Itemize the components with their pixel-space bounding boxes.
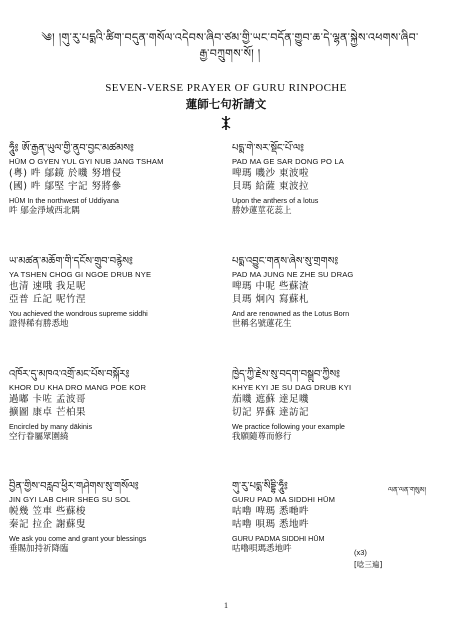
verse-cantonese: 啤瑪 嘰沙 東波啦 (232, 168, 310, 179)
verse-chinese-translation: 咕嚕唄瑪悉地吽 (232, 544, 292, 554)
verse-tibetan: ཧཱུྃ༔ ཨོ་རྒྱན་ཡུལ་གྱི་ནུབ་བྱང་མཚམས༔ (9, 143, 134, 154)
verse-mandarin: 咕嚕 唄瑪 悉地吽 (232, 519, 310, 530)
verse-mandarin: 擴圖 康卓 芒柏果 (9, 407, 87, 418)
verse-english: Upon the anthers of a lotus (232, 196, 319, 205)
verse-mandarin: 貝瑪 炯內 寫蘇札 (232, 294, 310, 305)
page-number: 1 (224, 601, 228, 610)
verse-english: We ask you come and grant your blessings (9, 534, 147, 543)
verse-6 (232, 367, 432, 443)
verse-cantonese: 啤瑪 中呢 些蘇渣 (232, 281, 310, 292)
verse-3 (9, 254, 209, 330)
verse-cantonese: 帨幾 笠車 些蘇梭 (9, 506, 87, 517)
vajra-divider-icon (219, 115, 233, 131)
verse-mandarin: 亞普 丘記 呢竹涅 (9, 294, 87, 305)
verse-mandarin: (國) 吽 鄔堅 宇記 努將參 (9, 181, 122, 192)
verse-english: HŪM In the northwest of Uddiyana (9, 196, 119, 205)
verse-cantonese: 咕嚕 啤瑪 悉哋吽 (232, 506, 310, 517)
verse-phonetic: JIN GYI LAB CHIR SHEG SU SOL (9, 495, 131, 504)
verse-chinese-translation: 我願隨尊而修行 (232, 432, 292, 442)
verse-chinese-translation: 世稱名號蓮花生 (232, 319, 292, 329)
tibetan-title: ༄། །གུ་རུ་པདྨའི་ཚིག་བདུན་གསོལ་འདེབས་ཞིབ་ཙམ་གྱི་ཡང་བདོན་གྱུབ་ཆ་དེ་ལྷན་སྐྱེས་འཕགས་ཞིབ་རྒྱ་བཀྲུགས་སོ། ། (41, 31, 419, 60)
verse-cantonese: 也清 速哦 我足呢 (9, 281, 87, 292)
verse-tibetan: ཡ་མཚན་མཆོག་གི་དངོས་གྲུབ་བརྙེས༔ (9, 256, 133, 267)
verse-tibetan: ཁྱེད་ཀྱི་རྗེས་སུ་བདག་བསྒྲུབ་ཀྱིས༔ (232, 369, 340, 380)
verse-phonetic: KHYE KYI JE SU DAG DRUB KYI (232, 383, 352, 392)
verse-english: We practice following your example (232, 422, 345, 431)
repeat-note-english: (x3) (354, 548, 367, 557)
verse-phonetic: HŪM O GYEN YUL GYI NUB JANG TSHAM (9, 157, 164, 166)
verse-tibetan: བྱིན་གྱིས་བརླབ་ཕྱིར་གཤེགས་སུ་གསོལ༔ (9, 481, 139, 492)
verse-mandarin: 切記 界蘇 達訪記 (232, 407, 310, 418)
verse-tibetan: འཁོར་དུ་མཁའ་འགྲོ་མང་པོས་བསྐོར༔ (9, 369, 130, 380)
verse-tibetan: གུ་རུ་པདྨ་སིདྡྷི་ཧཱུྃ༔ (232, 481, 288, 492)
verse-chinese-translation: 吽 鄔金淨域西北隅 (9, 206, 80, 216)
verse-tibetan: པདྨ་གེ་སར་སྡོང་པོ་ལ༔ (232, 143, 304, 154)
english-title: SEVEN-VERSE PRAYER OF GURU RINPOCHE (105, 82, 347, 94)
verse-4 (232, 254, 432, 330)
chinese-title: 蓮師七句祈請文 (185, 97, 267, 111)
verse-phonetic: PAD MA GE SAR DONG PO LA (232, 157, 344, 166)
verse-2 (232, 141, 432, 217)
verse-cantonese: 過嘟 卡咗 孟波哥 (9, 394, 87, 405)
verse-cantonese: (粵) 吽 鄔鏡 於嘰 努增侵 (9, 168, 122, 179)
verse-chinese-translation: 垂賜加持祈降臨 (9, 544, 69, 554)
verse-chinese-translation: 證得稀有勝悉地 (9, 319, 69, 329)
verse-english: And are renowned as the Lotus Born (232, 309, 350, 318)
verse-chinese-translation: 勝妙蓮莖花蕊上 (232, 206, 292, 216)
verse-cantonese: 茄嘰 遮蘇 達足嘰 (232, 394, 310, 405)
repeat-note-tibetan: ལན་ལན་གསུམ། (388, 486, 427, 494)
verse-phonetic: GURU PAD MA SIDDHI HŪM (232, 495, 336, 504)
verse-7 (9, 479, 209, 555)
verse-phonetic: PAD MA JUNG NE ZHE SU DRAG (232, 270, 354, 279)
verse-mandarin: 秦記 拉企 謝蘇叟 (9, 519, 87, 530)
verse-phonetic: KHOR DU KHA DRO MANG POE KOR (9, 383, 147, 392)
verse-english: GURU PADMA SIDDHI HŪM (232, 534, 325, 543)
verse-1 (9, 141, 209, 217)
verse-phonetic: YA TSHEN CHOG GI NGOE DRUB NYE (9, 270, 152, 279)
repeat-note-chinese: [唸三遍] (354, 560, 383, 569)
verse-tibetan: པདྨ་འབྱུང་གནས་ཞེས་སུ་གྲགས༔ (232, 256, 339, 267)
verse-english: You achieved the wondrous supreme siddhi (9, 309, 148, 318)
verse-5 (9, 367, 209, 443)
verse-chinese-translation: 空行眷屬眾圍繞 (9, 432, 69, 442)
verse-mandarin: 貝瑪 給薩 東波拉 (232, 181, 310, 192)
verse-english: Encircled by many dākinis (9, 422, 93, 431)
